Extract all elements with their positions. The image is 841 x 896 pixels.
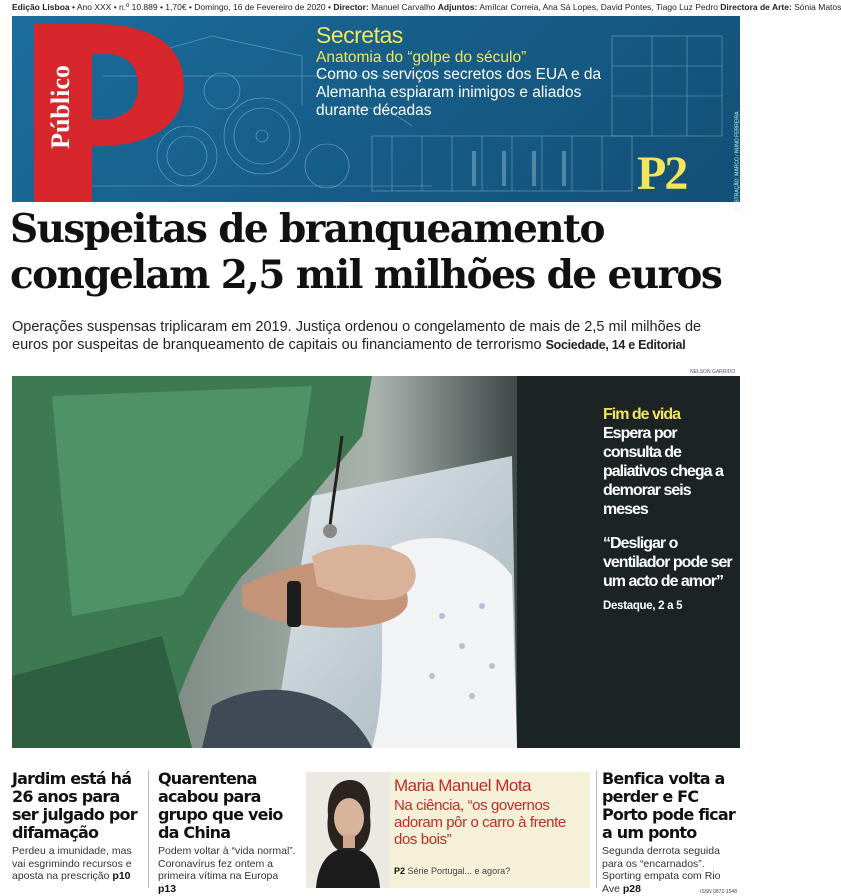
promo-quote: Na ciência, “os governos adoram pôr o carro à frente dos bois” bbox=[394, 797, 566, 848]
overlay-kicker: Fim de vida bbox=[603, 406, 681, 423]
promo-name: Maria Manuel Mota bbox=[394, 776, 532, 795]
adjuntos-names: Amílcar Correia, Ana Sá Lopes, David Pontes, Tiago Luz Pedro bbox=[477, 2, 721, 12]
p2-teaser[interactable] bbox=[316, 22, 626, 120]
p2-description: Como os serviços secretos dos EUA e da Alemanha espiaram inimigos e aliados durante décadas bbox=[316, 66, 602, 119]
story-ref[interactable]: p13 bbox=[158, 882, 177, 895]
p2-kicker: Secretas bbox=[316, 22, 403, 48]
story-title: Quarentena acabou para grupo que veio da China bbox=[158, 769, 283, 842]
story-jardim[interactable] bbox=[12, 770, 140, 890]
portrait-photo bbox=[306, 772, 390, 888]
standfirst bbox=[12, 318, 740, 354]
issn: ISSN 0872-1548 bbox=[700, 889, 737, 895]
publico-logo-word: Público bbox=[46, 65, 75, 149]
p2-promo[interactable] bbox=[306, 772, 590, 888]
art-director-name: Sónia Matos bbox=[791, 2, 841, 12]
director-name: Manuel Carvalho bbox=[368, 2, 438, 12]
story-body: Segunda derrota seguida para os “encarnados”. Sporting empata com Rio Ave p28 bbox=[602, 845, 721, 895]
story-body: Podem voltar à “vida normal”. Coronavírus fez ontem a primeira vítima na Europa p13 bbox=[158, 845, 296, 895]
story-quarentena[interactable] bbox=[158, 769, 298, 895]
standfirst-ref[interactable]: Sociedade, 14 e Editorial bbox=[545, 338, 686, 352]
promo-ref[interactable]: P2 Série Portugal... e agora? bbox=[394, 866, 511, 876]
adjuntos-label: Adjuntos: bbox=[437, 2, 478, 12]
masthead-info-line bbox=[12, 2, 841, 12]
issue-info: • Ano XXX • n.º 10.889 • 1,70€ • Domingo, 16 de Fevereiro de 2020 • bbox=[69, 2, 334, 12]
overlay-quote: “Desligar o ventilador pode ser um acto de amor” bbox=[603, 535, 732, 590]
fim-de-vida-box[interactable] bbox=[603, 405, 733, 612]
story-title: Benfica volta a perder e FC Porto pode ficar a um ponto bbox=[602, 769, 735, 842]
column-divider bbox=[596, 770, 597, 888]
p2-subtitle: Anatomia do “golpe do século” bbox=[316, 49, 527, 66]
column-divider bbox=[148, 770, 149, 888]
story-ref[interactable]: p10 bbox=[112, 870, 131, 882]
masthead-banner[interactable] bbox=[12, 16, 741, 211]
overlay-ref[interactable]: Destaque, 2 a 5 bbox=[603, 600, 683, 612]
lead-photo[interactable] bbox=[12, 376, 740, 748]
edition-label: Edição Lisboa bbox=[12, 2, 70, 12]
illustration-credit: ILUSTRAÇÃO: MARCO / NUNO FERREIRA bbox=[734, 111, 741, 211]
director-label: Director: bbox=[333, 2, 369, 12]
story-title: Jardim está há 26 anos para ser julgado por difamação bbox=[12, 769, 137, 842]
art-director-label: Directora de Arte: bbox=[720, 2, 792, 12]
overlay-text: Espera por consulta de paliativos chega a demorar seis meses bbox=[603, 425, 723, 518]
story-body: Perdeu a imunidade, mas vai esgrimindo recursos e aposta na prescrição p10 bbox=[12, 845, 132, 882]
story-ref[interactable]: p28 bbox=[622, 882, 641, 895]
p2-supplement-logo[interactable]: P2 bbox=[637, 147, 687, 200]
photo-credit: NELSON GARRIDO bbox=[690, 369, 736, 375]
main-headline[interactable]: Suspeitas de branqueamento congelam 2,5 mil milhões de euros bbox=[10, 206, 722, 298]
standfirst-text: Operações suspensas triplicaram em 2019. Justiça ordenou o congelamento de mais de 2,5 mil milhões de euros por suspeitas de branqueamento de capitais ou financiamento de terrorismo bbox=[12, 319, 702, 353]
